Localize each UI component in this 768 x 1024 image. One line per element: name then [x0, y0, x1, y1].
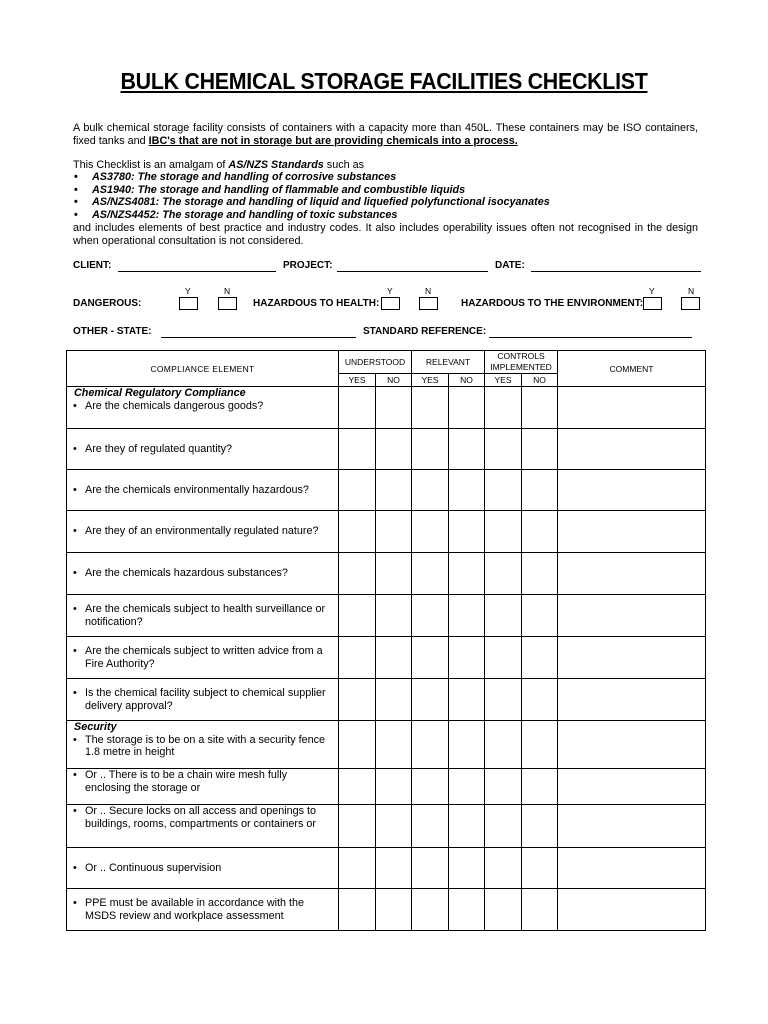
table-row [67, 637, 706, 679]
understood-yes-cell[interactable] [339, 805, 376, 848]
controls-yes-cell[interactable] [485, 387, 522, 429]
comment-cell[interactable] [558, 889, 706, 931]
understood-header: UNDERSTOOD [339, 351, 412, 374]
table-row [67, 553, 706, 595]
compliance-cell [67, 769, 339, 805]
intro-emphasis: IBC's that are not in storage but are providing chemicals into a process. [148, 134, 518, 147]
hazard-health-no-checkbox[interactable] [419, 297, 438, 310]
amalgam-line [73, 159, 698, 172]
relevant-no-cell[interactable] [449, 429, 485, 470]
yes-header: YES [485, 374, 522, 387]
date-field[interactable] [531, 271, 701, 272]
standard-item: • AS/NZS4452: The storage and handling of toxic substances [73, 209, 550, 222]
table-row [67, 848, 706, 889]
list-item: • Are the chemicals hazardous substances? [67, 567, 338, 580]
relevant-no-cell[interactable] [449, 553, 485, 595]
project-field[interactable] [337, 271, 488, 272]
relevant-no-cell[interactable] [449, 805, 485, 848]
understood-no-cell[interactable] [376, 511, 412, 553]
compliance-cell [67, 637, 339, 679]
list-item: • Are the chemicals dangerous goods? [67, 400, 338, 413]
controls-yes-cell[interactable] [485, 553, 522, 595]
dangerous-yes-checkbox[interactable] [179, 297, 198, 310]
dangerous-no-checkbox[interactable] [218, 297, 237, 310]
controls-yes-cell[interactable] [485, 769, 522, 805]
table-row [67, 387, 706, 429]
relevant-no-cell[interactable] [449, 889, 485, 931]
controls-no-cell[interactable] [522, 637, 558, 679]
relevant-no-cell[interactable] [449, 470, 485, 511]
hazard-env-no-checkbox[interactable] [681, 297, 700, 310]
list-item: • Or .. There is to be a chain wire mesh fully enclosing the storage or [67, 769, 338, 794]
table-row [67, 511, 706, 553]
understood-yes-cell[interactable] [339, 769, 376, 805]
project-label: PROJECT: [283, 260, 333, 271]
comment-cell[interactable] [558, 679, 706, 721]
comment-cell[interactable] [558, 470, 706, 511]
relevant-yes-cell[interactable] [412, 848, 449, 889]
closing-paragraph: and includes elements of best practice and industry codes. It also includes operability issues often not recognised in the design when operational consultation is not considered. [73, 222, 698, 247]
list-item: • Or .. Secure locks on all access and openings to buildings, rooms, compartments or containers or [67, 805, 338, 830]
controls-no-cell[interactable] [522, 721, 558, 769]
comment-cell[interactable] [558, 721, 706, 769]
controls-header: CONTROLS IMPLEMENTED [485, 351, 558, 374]
standard-ref-field[interactable] [489, 337, 692, 338]
understood-yes-cell[interactable] [339, 889, 376, 931]
hazard-health-label: HAZARDOUS TO HEALTH: [253, 298, 380, 309]
controls-no-cell[interactable] [522, 387, 558, 429]
other-state-field[interactable] [161, 337, 356, 338]
controls-yes-cell[interactable] [485, 805, 522, 848]
controls-yes-cell[interactable] [485, 429, 522, 470]
comment-cell[interactable] [558, 848, 706, 889]
understood-yes-cell[interactable] [339, 553, 376, 595]
controls-yes-cell[interactable] [485, 679, 522, 721]
relevant-yes-cell[interactable] [412, 595, 449, 637]
controls-yes-cell[interactable] [485, 511, 522, 553]
controls-no-cell[interactable] [522, 429, 558, 470]
table-row [67, 769, 706, 805]
compliance-cell [67, 553, 339, 595]
understood-no-cell[interactable] [376, 679, 412, 721]
compliance-cell [67, 848, 339, 889]
understood-no-cell[interactable] [376, 637, 412, 679]
table-row [67, 805, 706, 848]
relevant-no-cell[interactable] [449, 679, 485, 721]
date-label: DATE: [495, 260, 525, 271]
comment-cell[interactable] [558, 511, 706, 553]
dangerous-label: DANGEROUS: [73, 298, 142, 309]
compliance-cell [67, 889, 339, 931]
standards-label: AS/NZS Standards [228, 159, 324, 171]
list-item: • Are they of regulated quantity? [67, 443, 338, 456]
compliance-header: COMPLIANCE ELEMENT [67, 351, 339, 387]
understood-yes-cell[interactable] [339, 387, 376, 429]
y-label: Y [387, 286, 393, 296]
section-heading: Chemical Regulatory Compliance [74, 387, 246, 399]
understood-no-cell[interactable] [376, 387, 412, 429]
table-row [67, 595, 706, 637]
understood-no-cell[interactable] [376, 848, 412, 889]
controls-no-cell[interactable] [522, 769, 558, 805]
hazard-env-label: HAZARDOUS TO THE ENVIRONMENT: [461, 298, 644, 309]
compliance-cell [67, 470, 339, 511]
understood-yes-cell[interactable] [339, 470, 376, 511]
understood-yes-cell[interactable] [339, 511, 376, 553]
standard-ref-label: STANDARD REFERENCE: [363, 326, 487, 337]
compliance-cell [67, 721, 339, 769]
intro-text: A bulk chemical storage facility consists of containers with a capacity more than 450L. These containers may be ISO containers, fixed tanks and [73, 122, 698, 147]
n-label: N [688, 286, 695, 296]
comment-cell[interactable] [558, 769, 706, 805]
controls-no-cell[interactable] [522, 595, 558, 637]
relevant-yes-cell[interactable] [412, 553, 449, 595]
comment-cell[interactable] [558, 595, 706, 637]
understood-no-cell[interactable] [376, 429, 412, 470]
intro-paragraph [73, 122, 698, 147]
relevant-yes-cell[interactable] [412, 679, 449, 721]
client-field[interactable] [118, 271, 276, 272]
controls-yes-cell[interactable] [485, 470, 522, 511]
understood-no-cell[interactable] [376, 595, 412, 637]
hazard-env-yes-checkbox[interactable] [643, 297, 662, 310]
no-header: NO [376, 374, 412, 387]
controls-no-cell[interactable] [522, 679, 558, 721]
compliance-table [66, 350, 706, 931]
controls-no-cell[interactable] [522, 511, 558, 553]
controls-yes-cell[interactable] [485, 595, 522, 637]
list-item: • Are the chemicals subject to written advice from a Fire Authority? [67, 645, 338, 670]
page-title: BULK CHEMICAL STORAGE FACILITIES CHECKLIST [120, 68, 648, 94]
standard-item: • AS3780: The storage and handling of corrosive substances [73, 171, 550, 184]
controls-no-cell[interactable] [522, 470, 558, 511]
y-label: Y [185, 286, 191, 296]
compliance-cell [67, 387, 339, 429]
controls-no-cell[interactable] [522, 889, 558, 931]
table-row [67, 470, 706, 511]
controls-no-cell[interactable] [522, 553, 558, 595]
no-header: NO [522, 374, 558, 387]
compliance-cell [67, 429, 339, 470]
hazard-health-yes-checkbox[interactable] [381, 297, 400, 310]
n-label: N [425, 286, 432, 296]
relevant-yes-cell[interactable] [412, 387, 449, 429]
list-item: • The storage is to be on a site with a security fence 1.8 metre in height [67, 734, 338, 759]
understood-yes-cell[interactable] [339, 595, 376, 637]
comment-cell[interactable] [558, 553, 706, 595]
understood-no-cell[interactable] [376, 470, 412, 511]
comment-cell[interactable] [558, 387, 706, 429]
standard-item: • AS1940: The storage and handling of flammable and combustible liquids [73, 184, 550, 197]
table-row [67, 889, 706, 931]
relevant-header: RELEVANT [412, 351, 485, 374]
relevant-yes-cell[interactable] [412, 805, 449, 848]
comment-cell[interactable] [558, 429, 706, 470]
list-item: • Are the chemicals environmentally hazardous? [67, 484, 338, 497]
understood-yes-cell[interactable] [339, 721, 376, 769]
understood-no-cell[interactable] [376, 805, 412, 848]
comment-header: COMMENT [558, 351, 706, 387]
compliance-cell [67, 595, 339, 637]
relevant-no-cell[interactable] [449, 769, 485, 805]
relevant-no-cell[interactable] [449, 511, 485, 553]
relevant-no-cell[interactable] [449, 387, 485, 429]
relevant-yes-cell[interactable] [412, 511, 449, 553]
other-state-label: OTHER - STATE: [73, 326, 152, 337]
controls-yes-cell[interactable] [485, 848, 522, 889]
controls-yes-cell[interactable] [485, 889, 522, 931]
compliance-cell [67, 679, 339, 721]
relevant-no-cell[interactable] [449, 595, 485, 637]
understood-yes-cell[interactable] [339, 848, 376, 889]
yes-header: YES [339, 374, 376, 387]
yes-header: YES [412, 374, 449, 387]
amalgam-prefix: This Checklist is an amalgam of [73, 159, 229, 171]
y-label: Y [649, 286, 655, 296]
list-item: • Or .. Continuous supervision [67, 862, 338, 875]
relevant-no-cell[interactable] [449, 848, 485, 889]
list-item: • PPE must be available in accordance with the MSDS review and workplace assessment [67, 897, 338, 922]
compliance-cell [67, 805, 339, 848]
understood-yes-cell[interactable] [339, 679, 376, 721]
controls-yes-cell[interactable] [485, 637, 522, 679]
standards-list [73, 171, 550, 221]
relevant-no-cell[interactable] [449, 637, 485, 679]
table-row [67, 429, 706, 470]
list-item: • Is the chemical facility subject to chemical supplier delivery approval? [67, 687, 338, 712]
compliance-cell [67, 511, 339, 553]
relevant-yes-cell[interactable] [412, 769, 449, 805]
client-label: CLIENT: [73, 260, 112, 271]
understood-no-cell[interactable] [376, 889, 412, 931]
standard-item: • AS/NZS4081: The storage and handling of liquid and liquefied polyfunctional isocyanates [73, 196, 550, 209]
relevant-yes-cell[interactable] [412, 470, 449, 511]
comment-cell[interactable] [558, 805, 706, 848]
section-heading: Security [74, 721, 117, 733]
understood-yes-cell[interactable] [339, 429, 376, 470]
table-row [67, 721, 706, 769]
n-label: N [224, 286, 231, 296]
controls-no-cell[interactable] [522, 848, 558, 889]
understood-no-cell[interactable] [376, 721, 412, 769]
list-item: • Are the chemicals subject to health surveillance or notification? [67, 603, 338, 628]
relevant-yes-cell[interactable] [412, 429, 449, 470]
relevant-yes-cell[interactable] [412, 889, 449, 931]
understood-no-cell[interactable] [376, 769, 412, 805]
relevant-no-cell[interactable] [449, 721, 485, 769]
understood-yes-cell[interactable] [339, 637, 376, 679]
no-header: NO [449, 374, 485, 387]
controls-yes-cell[interactable] [485, 721, 522, 769]
controls-no-cell[interactable] [522, 805, 558, 848]
relevant-yes-cell[interactable] [412, 637, 449, 679]
list-item: • Are they of an environmentally regulated nature? [67, 525, 338, 538]
understood-no-cell[interactable] [376, 553, 412, 595]
table-row [67, 679, 706, 721]
amalgam-suffix: such as [323, 159, 365, 171]
relevant-yes-cell[interactable] [412, 721, 449, 769]
comment-cell[interactable] [558, 637, 706, 679]
